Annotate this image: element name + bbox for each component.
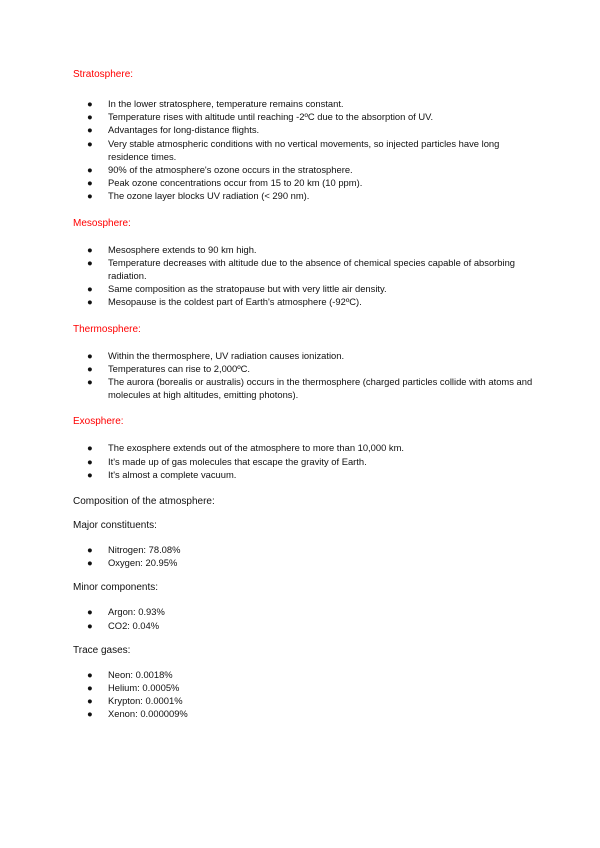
bullet-icon: ● (87, 137, 93, 149)
minor-components-list (73, 605, 533, 631)
list-item: ● Temperature rises with altitude until reaching -2ºC due to the absorption of UV. (87, 111, 434, 123)
bullet-icon: ● (87, 283, 93, 295)
bullet-icon: ● (87, 682, 93, 694)
list-item: ● Xenon: 0.000009% (87, 708, 188, 720)
list-item: ● Argon: 0.93% (87, 606, 165, 618)
list-item: ● Krypton: 0.0001% (87, 695, 183, 707)
group-heading-trace: Trace gases: (73, 644, 131, 656)
list-item: ● It's made up of gas molecules that escape the gravity of Earth. (87, 455, 367, 467)
list-item: ● Nitrogen: 78.08% (87, 544, 181, 556)
bullet-icon: ● (87, 708, 93, 720)
bullet-icon: ● (87, 111, 93, 123)
list-item: ● Mesopause is the coldest part of Earth's atmosphere (-92ºC). (87, 296, 362, 308)
list-item: ● Within the thermosphere, UV radiation causes ionization. (87, 349, 345, 361)
list-item: ● The exosphere extends out of the atmosphere to more than 10,000 km. (87, 442, 405, 454)
list-item: ● In the lower stratosphere, temperature remains constant. (87, 98, 344, 109)
bullet-icon: ● (87, 376, 93, 388)
trace-gases-list (73, 668, 533, 721)
list-item: ● Peak ozone concentrations occur from 15 to 20 km (10 ppm). (87, 177, 363, 189)
list-item: ● The ozone layer blocks UV radiation (< 290 nm). (87, 190, 310, 202)
bullet-icon: ● (87, 695, 93, 707)
bullet-icon: ● (87, 296, 93, 308)
bullet-icon: ● (87, 468, 93, 480)
bullet-icon: ● (87, 544, 93, 556)
list-item: ● Temperatures can rise to 2,000ºC. (87, 362, 251, 374)
bullet-icon: ● (87, 606, 93, 618)
bullet-icon: ● (87, 98, 93, 109)
list-item: ● The aurora (borealis or australis) occurs in the thermosphere (charged particles collide with atoms and molecules at high altitudes, emitting photons). (87, 376, 533, 401)
list-item: ● Oxygen: 20.95% (87, 557, 178, 569)
major-constituents-list (73, 543, 533, 569)
bullet-icon: ● (87, 668, 93, 680)
list-item: ● Helium: 0.0005% (87, 682, 180, 694)
group-heading-minor: Minor components: (73, 582, 159, 594)
composition-title: Composition of the atmosphere: (73, 496, 215, 508)
list-item: ● Mesosphere extends to 90 km high. (87, 243, 257, 255)
bullet-icon: ● (87, 557, 93, 569)
list-item: ● It's almost a complete vacuum. (87, 468, 237, 480)
bullet-icon: ● (87, 243, 93, 255)
bullet-icon: ● (87, 442, 93, 454)
stratosphere-list (73, 97, 533, 203)
thermosphere-list (73, 349, 533, 402)
list-item: ● Very stable atmospheric conditions with no vertical movements, so injected particles have long residence times. (87, 137, 500, 162)
list-item: ● CO2: 0.04% (87, 619, 160, 631)
section-heading-mesosphere: Mesosphere: (73, 217, 131, 229)
group-heading-major: Major constituents: (73, 520, 157, 532)
mesosphere-list (73, 243, 533, 309)
list-item: ● Neon: 0.0018% (87, 668, 173, 680)
list-item: ● Advantages for long-distance flights. (87, 124, 260, 136)
bullet-icon: ● (87, 190, 93, 202)
bullet-icon: ● (87, 362, 93, 374)
exosphere-list (73, 441, 533, 481)
section-heading-stratosphere: Stratosphere: (73, 69, 134, 80)
document-content (73, 68, 533, 721)
bullet-icon: ● (87, 256, 93, 268)
list-item: ● Temperature decreases with altitude due to the absence of chemical species capable of absorbing radiation. (87, 256, 516, 282)
bullet-icon: ● (87, 455, 93, 467)
section-heading-exosphere: Exosphere: (73, 416, 124, 428)
bullet-icon: ● (87, 164, 93, 176)
bullet-icon: ● (87, 124, 93, 136)
bullet-icon: ● (87, 349, 93, 361)
section-heading-thermosphere: Thermosphere: (73, 323, 141, 335)
list-item: ● 90% of the atmosphere's ozone occurs in the stratosphere. (87, 164, 353, 176)
bullet-icon: ● (87, 619, 93, 631)
bullet-icon: ● (87, 177, 93, 189)
list-item: ● Same composition as the stratopause but with very little air density. (87, 283, 387, 295)
